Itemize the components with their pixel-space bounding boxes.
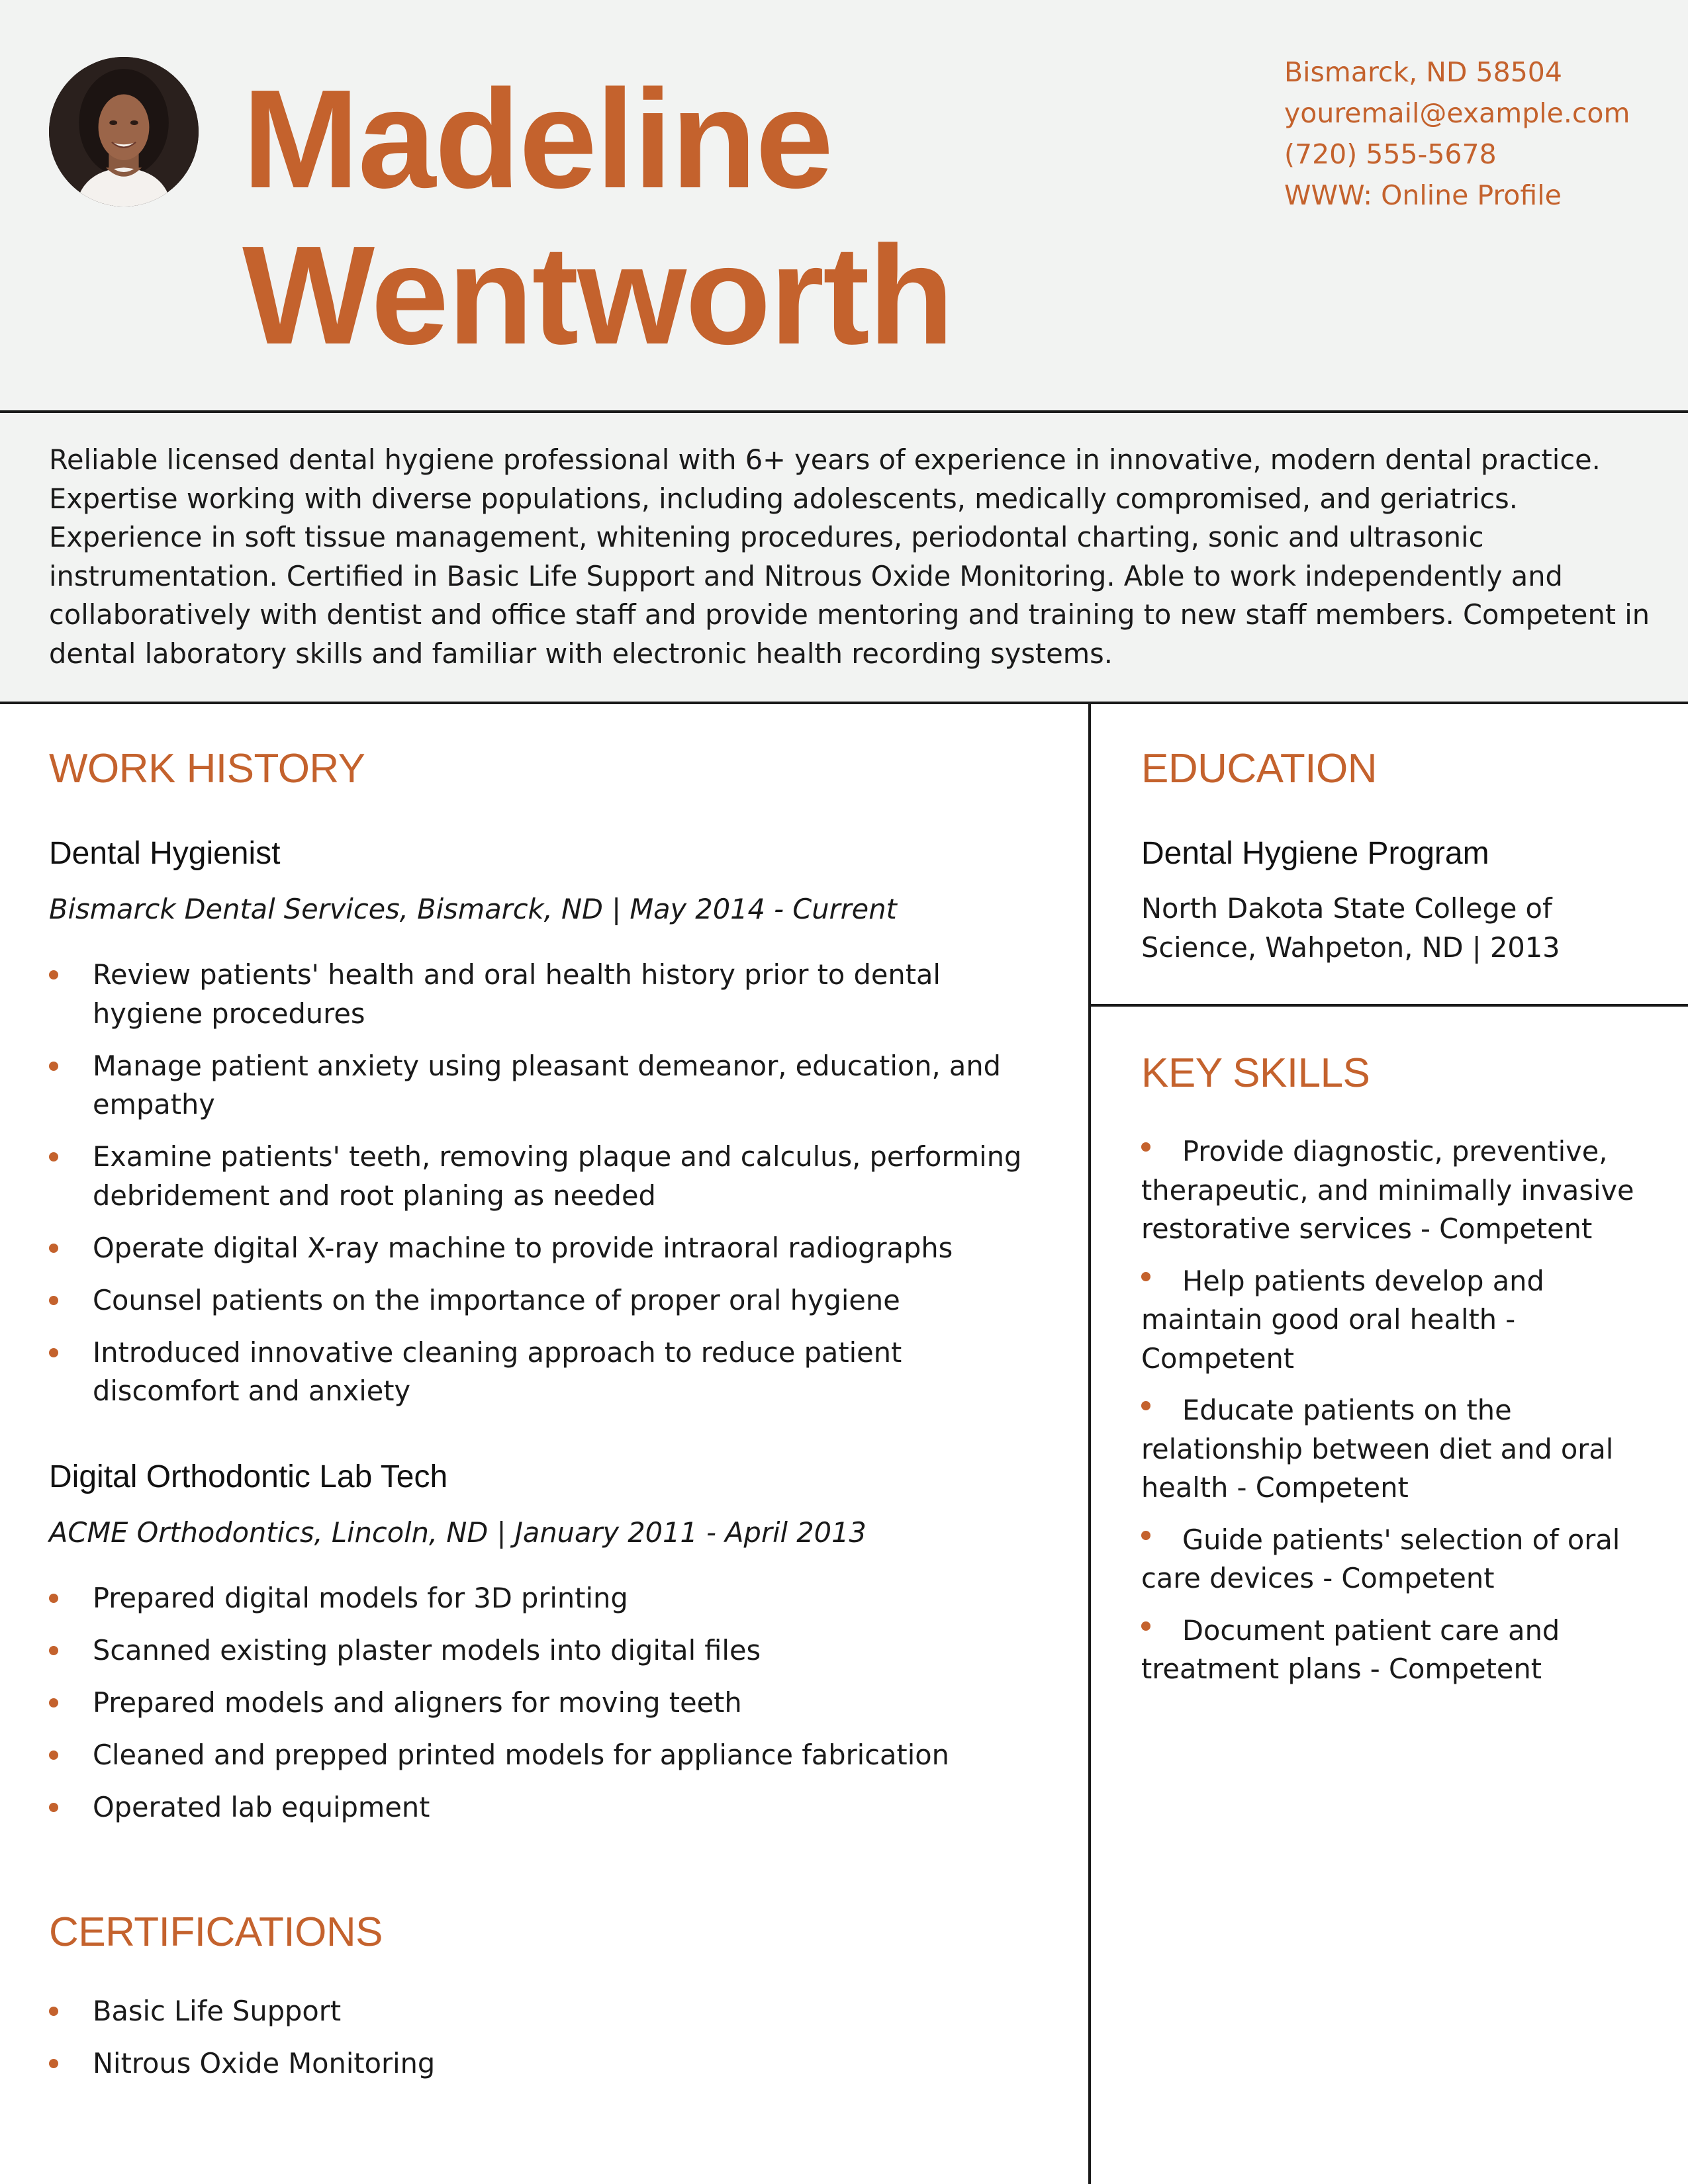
bullet-icon [49,1244,58,1253]
list-item-text: Examine patients' teeth, removing plaque and calculus, performing debridement and root planing as needed [93,1140,1022,1212]
key-skills-list [1141,1132,1644,1702]
list-item-text: Operated lab equipment [93,1791,430,1823]
list-item [49,1631,1042,1670]
job-meta: ACME Orthodontics, Lincoln, ND | January 2011 - April 2013 [49,1516,867,1549]
last-name: Wentworth [242,216,953,373]
list-item-text: Guide patients' selection of oral care devices - Competent [1141,1523,1620,1594]
list-item [1141,1521,1644,1598]
bullet-icon [49,1062,58,1071]
bullet-icon [1141,1272,1150,1281]
list-item-text: Prepared digital models for 3D printing [93,1582,628,1614]
bullet-icon [49,1152,58,1161]
list-item [49,1788,1042,1827]
job-title: Dental Hygienist [49,836,281,871]
header [0,0,1688,413]
bullet-icon [49,2059,58,2068]
bullet-icon [49,970,58,979]
job-title: Digital Orthodontic Lab Tech [49,1459,448,1494]
list-item [1141,1262,1644,1379]
education-divider [1091,1004,1688,1007]
list-item-text: Educate patients on the relationship between diet and oral health - Competent [1141,1394,1614,1504]
contact-phone[interactable]: (720) 555-5678 [1284,138,1497,170]
list-item [1141,1132,1644,1249]
list-item-text: Review patients' health and oral health history prior to dental hygiene procedures [93,958,941,1030]
list-item [49,2044,1042,2083]
list-item [49,1281,1042,1320]
bullet-icon [49,1296,58,1305]
candidate-name [242,61,953,373]
contact-block [1284,52,1630,216]
job-meta: Bismarck Dental Services, Bismarck, ND | May 2014 - Current [49,893,897,925]
list-item [49,956,1042,1033]
bullet-icon [1141,1142,1150,1152]
column-divider [1088,704,1091,2184]
job-bullets [49,956,1042,1424]
list-item-text: Prepared models and aligners for moving teeth [93,1686,742,1719]
list-item-text: Introduced innovative cleaning approach to reduce patient discomfort and anxiety [93,1336,902,1407]
list-item-text: Basic Life Support [93,1995,342,2027]
list-item [49,1229,1042,1268]
contact-address: Bismarck, ND 58504 [1284,56,1562,88]
bullet-icon [1141,1401,1150,1410]
education-detail: North Dakota State College of Science, Wahpeton, ND | 2013 [1141,892,1560,964]
first-name: Madeline [242,60,833,217]
avatar [49,57,199,206]
key-skills-heading: KEY SKILLS [1141,1050,1370,1096]
bullet-icon [1141,1621,1150,1631]
list-item [49,1579,1042,1618]
list-item [49,1992,1042,2031]
job-bullets [49,1579,1042,1841]
list-item [49,1684,1042,1723]
education-heading: EDUCATION [1141,746,1378,792]
list-item-text: Manage patient anxiety using pleasant demeanor, education, and empathy [93,1049,1002,1120]
list-item-text: Scanned existing plaster models into digital files [93,1634,761,1666]
list-item-text: Cleaned and prepped printed models for appliance fabrication [93,1739,949,1771]
bullet-icon [49,1698,58,1707]
bullet-icon [49,1348,58,1357]
list-item-text: Help patients develop and maintain good oral health - Competent [1141,1264,1544,1375]
list-item-text: Counsel patients on the importance of proper oral hygiene [93,1283,900,1316]
bullet-icon [49,1594,58,1603]
bullet-icon [49,1803,58,1812]
list-item-text: Document patient care and treatment plans - Competent [1141,1614,1560,1685]
bullet-icon [49,1646,58,1655]
certifications-list [49,1992,1042,2097]
certifications-heading: CERTIFICATIONS [49,1909,383,1955]
bullet-icon [1141,1531,1150,1540]
list-item [49,1736,1042,1775]
list-item [49,1334,1042,1411]
list-item-text: Nitrous Oxide Monitoring [93,2047,436,2079]
contact-website[interactable]: WWW: Online Profile [1284,179,1562,211]
bullet-icon [49,1751,58,1760]
list-item-text: Provide diagnostic, preventive, therapeutic, and minimally invasive restorative services - Competent [1141,1135,1634,1245]
list-item-text: Operate digital X-ray machine to provide intraoral radiographs [93,1231,953,1264]
list-item [1141,1612,1644,1689]
summary-section [0,413,1688,704]
list-item [49,1047,1042,1124]
work-history-heading: WORK HISTORY [49,746,365,792]
summary-text: Reliable licensed dental hygiene professional with 6+ years of experience in innovative, modern dental practice. Expertise working with diverse populations, including adolescents, medically compromised, and geriatrics. Experience in soft tissue management, whitening procedures, periodontal charting, sonic and ultrasonic instrumentation. Certified in Basic Life Support and Nitrous Oxide Monitoring. Able to work independently and collaboratively with dentist and office staff and provide mentoring and training to new staff members. Competent in dental laboratory skills and familiar with electronic health recording systems. [49,443,1650,670]
education-program: Dental Hygiene Program [1141,836,1489,871]
portrait-image [49,57,199,206]
contact-email[interactable]: youremail@example.com [1284,97,1630,129]
bullet-icon [49,2007,58,2016]
list-item [1141,1391,1644,1508]
list-item [49,1138,1042,1215]
